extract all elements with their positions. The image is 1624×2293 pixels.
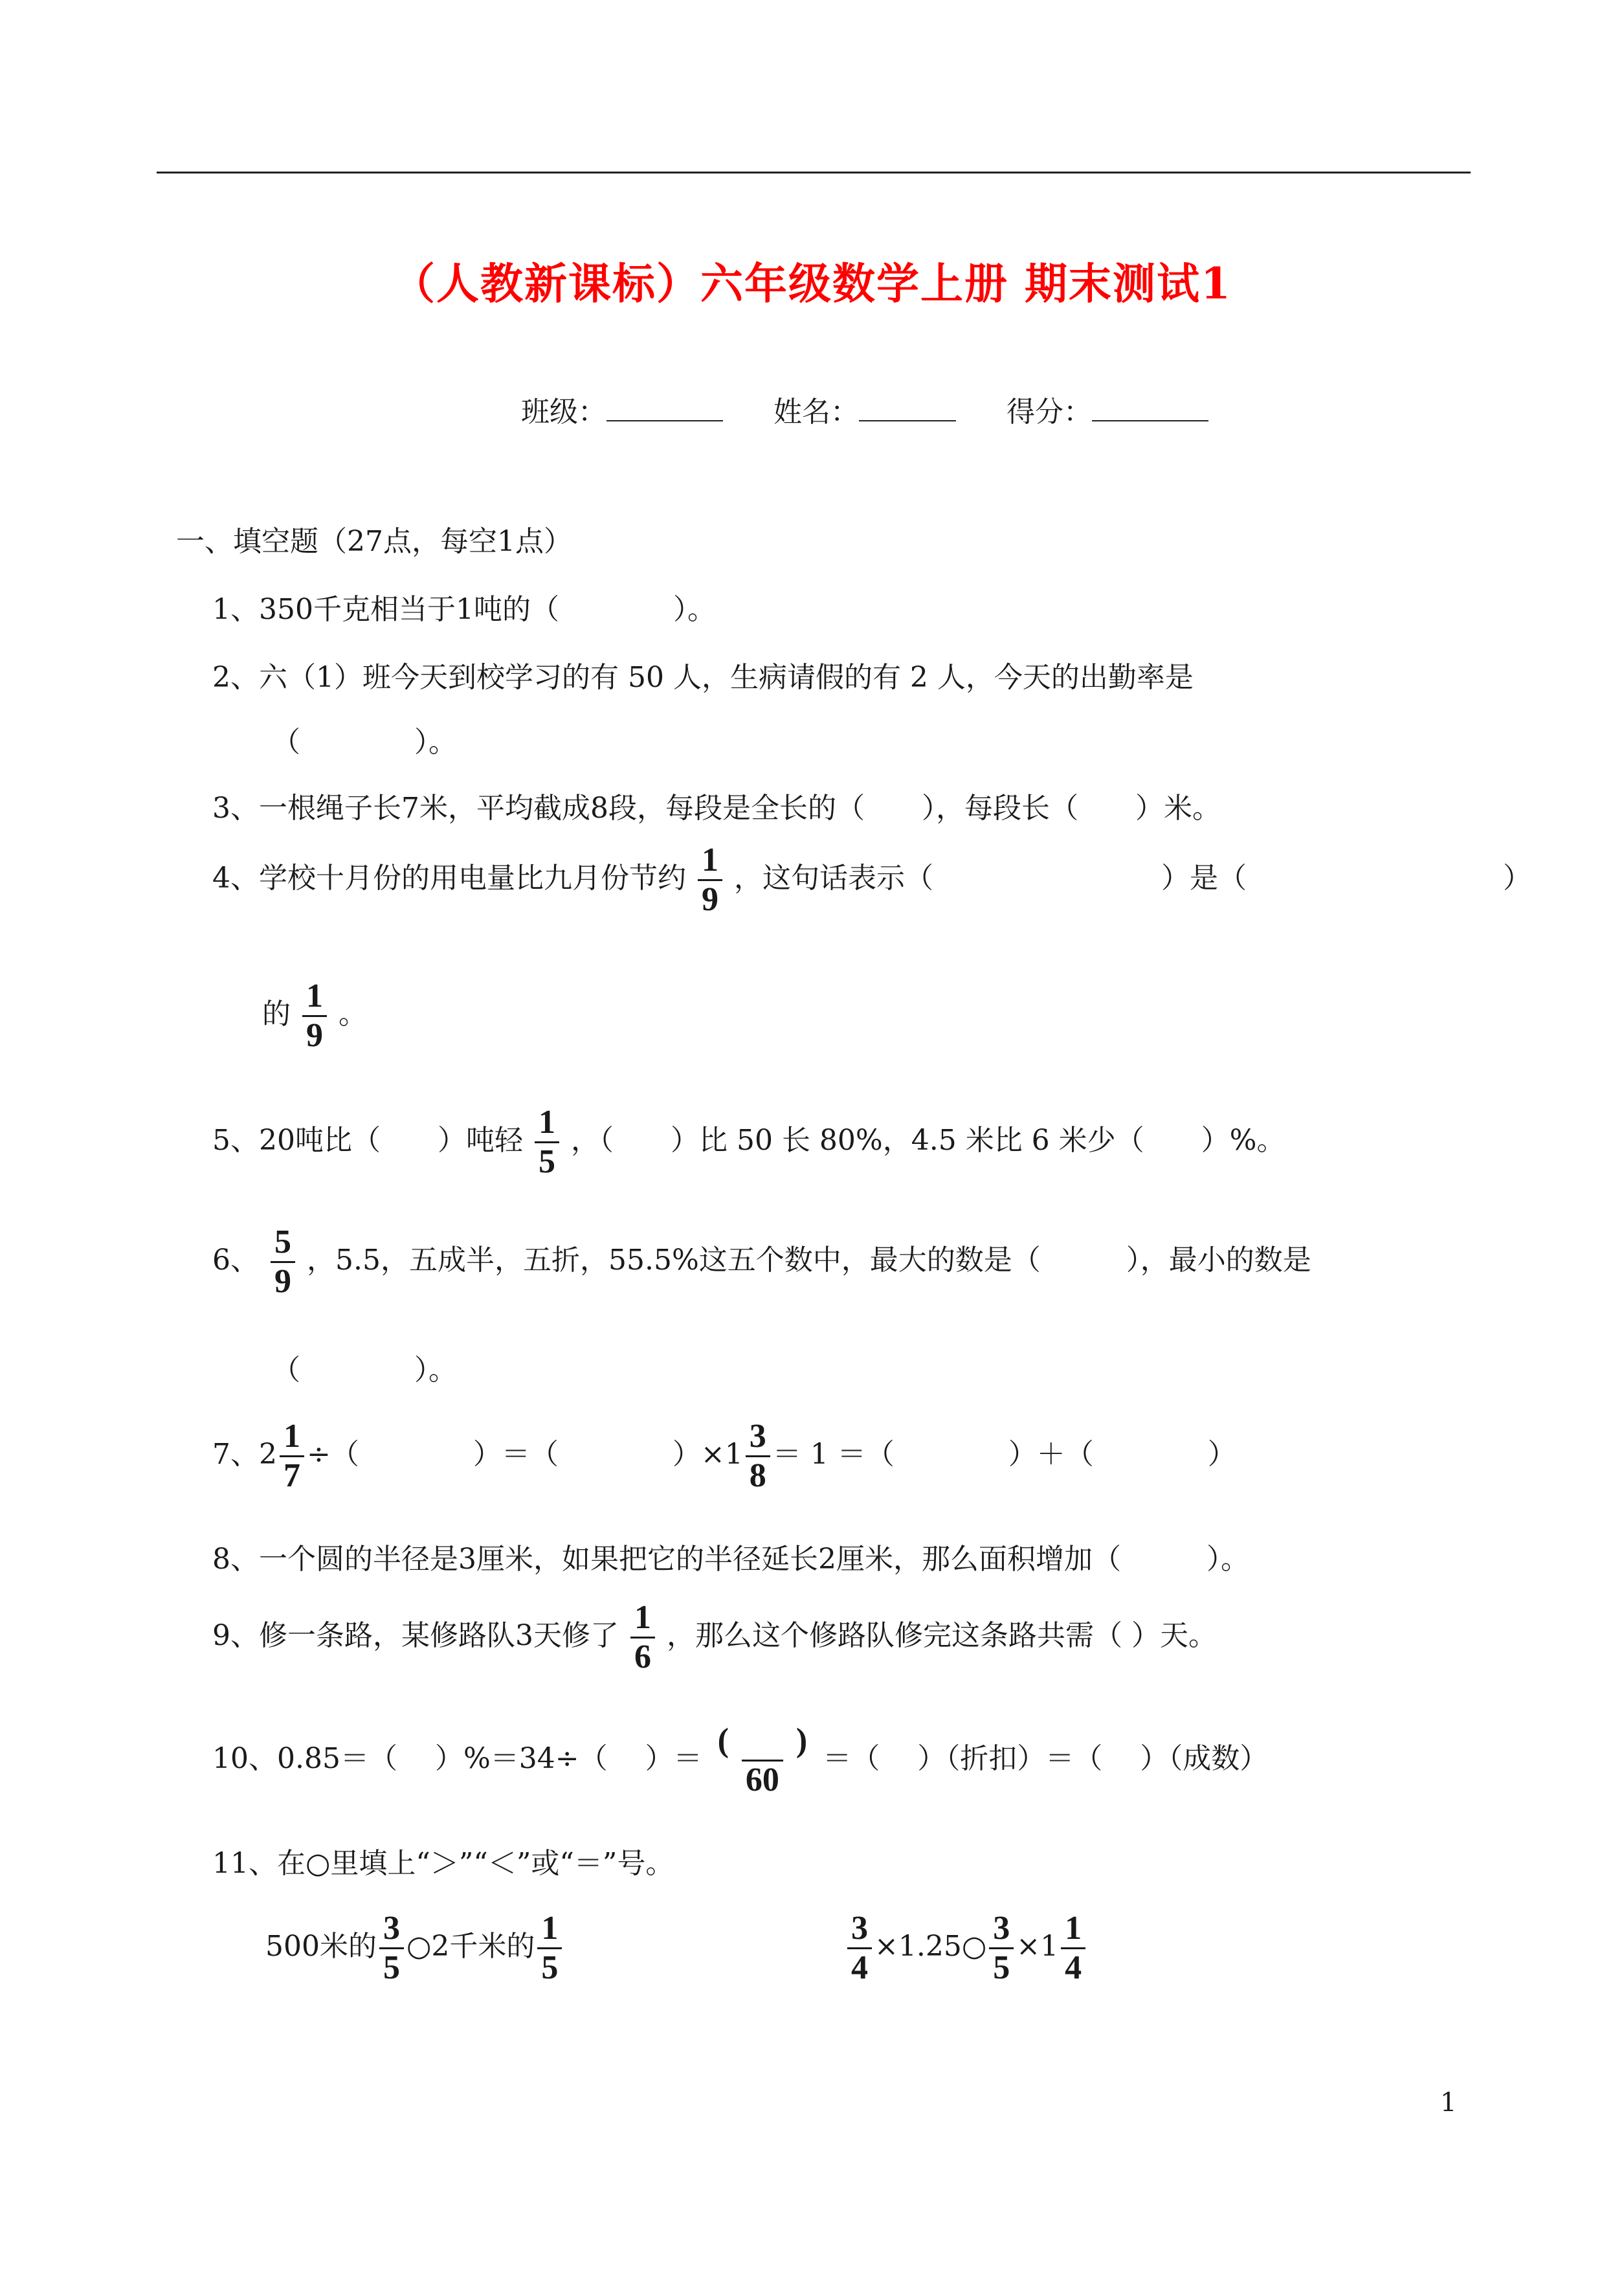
fraction xyxy=(302,978,327,1055)
fraction xyxy=(537,1910,562,1987)
fraction-denominator: 8 xyxy=(746,1455,770,1495)
fraction-denominator: 9 xyxy=(698,879,722,919)
fraction-denominator: 4 xyxy=(1061,1947,1085,1987)
fraction-denominator: 5 xyxy=(989,1947,1014,1987)
fraction-denominator: 5 xyxy=(535,1141,559,1181)
fraction-numerator: 1 xyxy=(702,842,718,878)
score-blank[interactable] xyxy=(1092,394,1208,421)
name-label: 姓名： xyxy=(773,396,859,429)
fraction-denominator: 4 xyxy=(847,1947,872,1987)
q11b-mid2: ×1 xyxy=(1016,1930,1059,1963)
fraction-denominator: 5 xyxy=(379,1947,404,1987)
question-10 xyxy=(212,1722,1268,1799)
q4-line2-post: 。 xyxy=(339,998,367,1031)
fraction-numerator: 1 xyxy=(284,1418,300,1455)
fraction xyxy=(630,1599,655,1676)
fraction xyxy=(714,1722,812,1799)
question-6 xyxy=(212,1224,1311,1301)
fraction xyxy=(989,1910,1014,1987)
fraction xyxy=(698,842,722,919)
q9-post: ，那么这个修路队修完这条路共需（ ）天。 xyxy=(667,1619,1217,1652)
question-8: 8、一个圆的半径是3厘米，如果把它的半径延长2厘米，那么面积增加（ ）。 xyxy=(212,1543,1249,1576)
question-1: 1、350千克相当于1吨的（ ）。 xyxy=(212,593,716,626)
question-5 xyxy=(212,1104,1285,1181)
q5-post: ，（ ）比 50 长 80%，4.5 米比 6 米少（ ）%。 xyxy=(570,1124,1285,1157)
fraction xyxy=(847,1910,872,1987)
question-11-item-b xyxy=(845,1910,1088,1987)
fraction-numerator: 1 xyxy=(538,1104,555,1141)
question-6-line2: （ ）。 xyxy=(272,1354,457,1387)
fraction-denominator: 7 xyxy=(280,1455,304,1495)
fraction-numerator: 3 xyxy=(851,1910,868,1947)
fraction xyxy=(1061,1910,1085,1987)
question-4-line2 xyxy=(262,978,367,1055)
score-label: 得分： xyxy=(1007,396,1092,429)
section-heading: 一、填空题（27点，每空1点） xyxy=(176,525,572,558)
q11a-pre: 500米的 xyxy=(265,1930,377,1963)
fraction-denominator: 5 xyxy=(537,1947,562,1987)
fraction-numerator: 3 xyxy=(993,1910,1010,1947)
q4-post: ，这句话表示（ ）是（ ） xyxy=(734,862,1531,895)
question-11-item-a xyxy=(265,1910,564,1987)
fraction-numerator: 1 xyxy=(1065,1910,1082,1947)
question-7 xyxy=(212,1418,1236,1495)
fraction xyxy=(271,1224,295,1301)
q4-line2-pre: 的 xyxy=(262,998,291,1031)
q6-post: ，5.5，五成半，五折，55.5%这五个数中，最大的数是（ ），最小的数是 xyxy=(307,1244,1311,1277)
page-title: （人教新课标）六年级数学上册 期末测试1 xyxy=(392,258,1232,309)
q7-mid: ÷（ ）＝（ ）×1 xyxy=(307,1438,743,1471)
class-label: 班级： xyxy=(521,396,606,429)
fraction-numerator: 3 xyxy=(749,1418,766,1455)
fraction-denominator: 9 xyxy=(271,1261,295,1301)
page-number: 1 xyxy=(1440,2088,1457,2118)
class-blank[interactable] xyxy=(606,394,723,421)
q5-pre: 5、20吨比（ ）吨轻 xyxy=(212,1124,523,1157)
question-2-line1: 2、六（1）班今天到校学习的有 50 人，生病请假的有 2 人，今天的出勤率是 xyxy=(212,661,1194,694)
fraction-numerator: ( ) xyxy=(717,1722,808,1759)
student-info xyxy=(521,388,1208,430)
fraction-denominator: 60 xyxy=(742,1760,783,1799)
q11b-mid: ×1.25○ xyxy=(874,1930,987,1963)
fraction xyxy=(535,1104,559,1181)
q10-pre: 10、0.85＝（ ）%＝34÷（ ）＝ xyxy=(212,1742,702,1775)
header-rule xyxy=(157,172,1471,173)
question-3: 3、一根绳子长7米，平均截成8段，每段是全长的（ ），每段长（ ）米。 xyxy=(212,792,1221,825)
fraction xyxy=(280,1418,304,1495)
q9-pre: 9、修一条路，某修路队3天修了 xyxy=(212,1619,619,1652)
fraction xyxy=(379,1910,404,1987)
q4-pre: 4、学校十月份的用电量比九月份节约 xyxy=(212,862,686,895)
fraction-numerator: 3 xyxy=(383,1910,400,1947)
q6-pre: 6、 xyxy=(212,1244,259,1277)
q7-pre: 7、2 xyxy=(212,1438,277,1471)
q7-post: ＝ 1 ＝（ ）＋（ ） xyxy=(772,1438,1236,1471)
name-blank[interactable] xyxy=(859,394,956,421)
fraction-denominator: 6 xyxy=(630,1637,655,1676)
question-4 xyxy=(212,842,1531,919)
question-9 xyxy=(212,1599,1217,1676)
fraction-numerator: 1 xyxy=(541,1910,559,1947)
fraction xyxy=(746,1418,770,1495)
question-11: 11、在○里填上“＞”“＜”或“＝”号。 xyxy=(212,1847,674,1880)
q11a-mid: ○2千米的 xyxy=(406,1930,535,1963)
question-2-line2: （ ）。 xyxy=(272,726,457,759)
fraction-denominator: 9 xyxy=(302,1015,327,1055)
fraction-numerator: 5 xyxy=(274,1224,291,1260)
fraction-numerator: 1 xyxy=(634,1599,651,1636)
fraction-numerator: 1 xyxy=(306,978,323,1014)
q10-post: ＝（ ）（折扣）＝（ ）（成数） xyxy=(823,1742,1269,1775)
